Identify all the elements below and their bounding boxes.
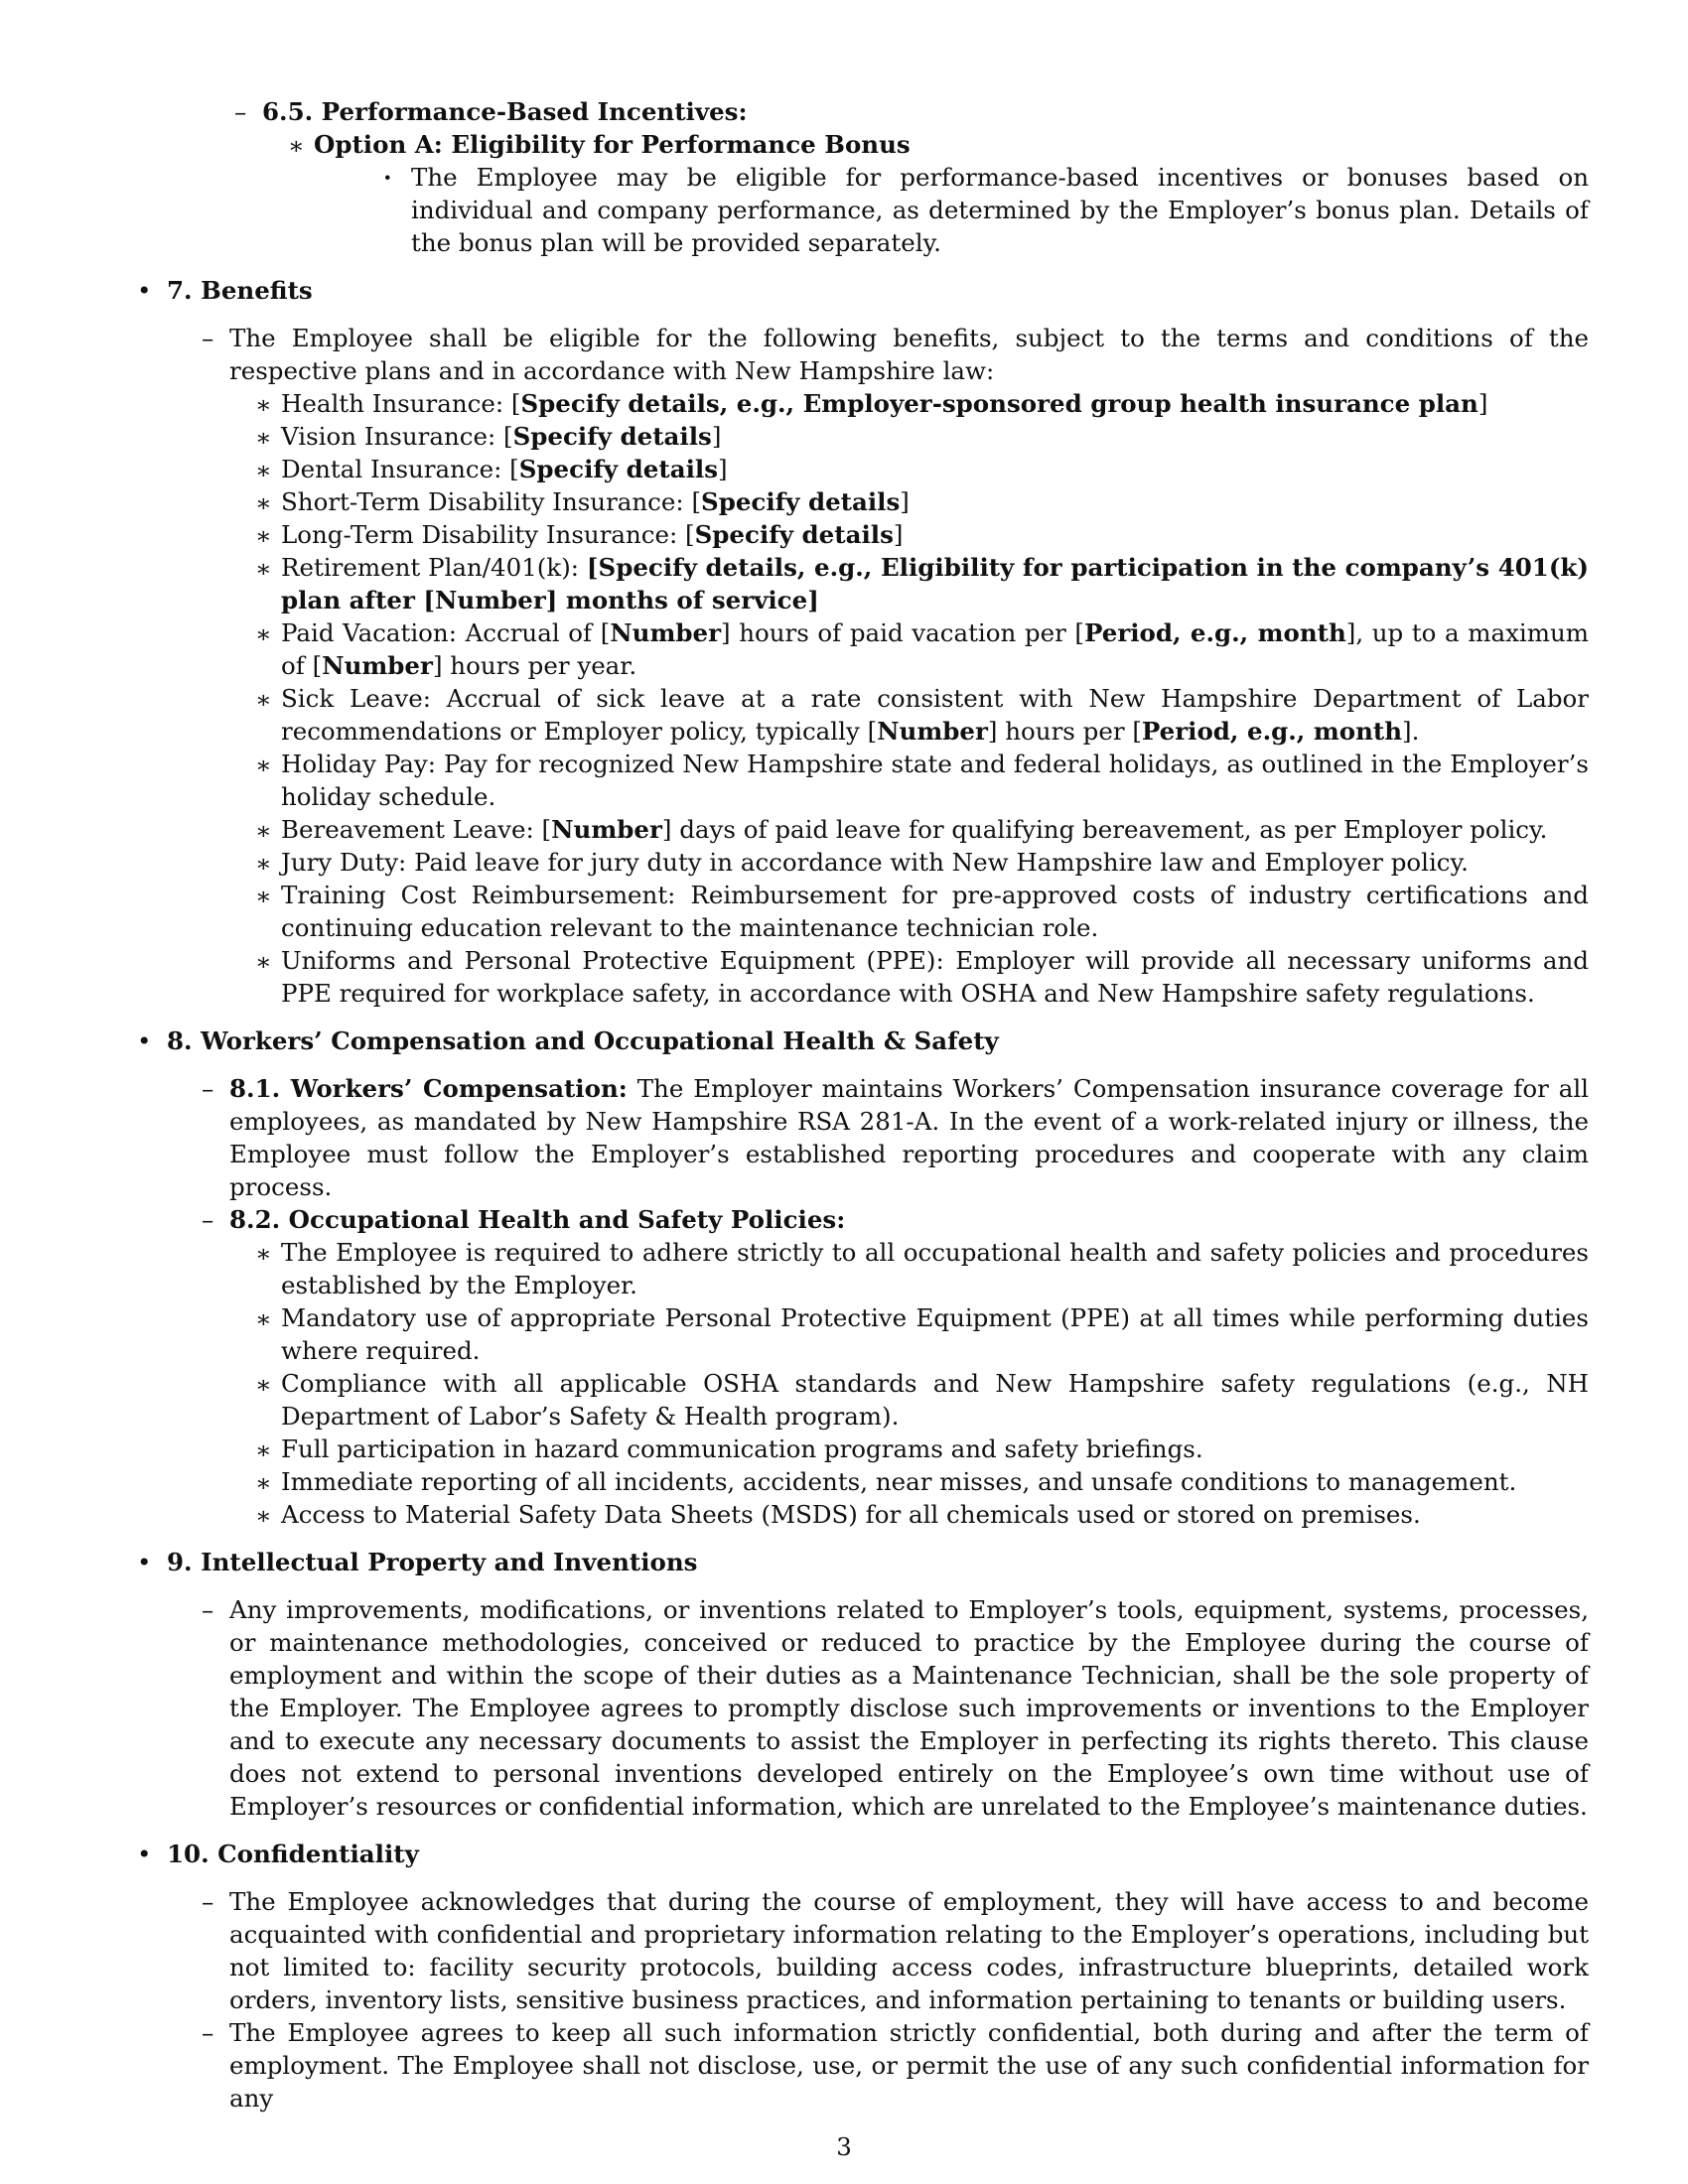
text: ], up to a maximum of [ [281,618,1589,680]
benefit-ltd-label: Long-Term Disability Insurance: [ [281,520,695,549]
benefit-health-label: Health Insurance: [ [281,389,521,418]
subsection-6-5-title: 6.5. Performance-Based Incentives: [262,97,748,126]
bracket: ] [711,422,722,451]
bracket: ] [807,586,819,614]
benefit-sick [229,682,1589,748]
benefit-dental-detail: Specify details [518,455,718,483]
placeholder-number: Number [877,717,988,746]
benefit-std-label: Short-Term Disability Insurance: [ [281,487,701,516]
bracket: ] [545,586,566,614]
benefit-retirement-detail-end: months of service [565,586,808,614]
subsection-6-5 [234,95,1589,259]
section-9 [134,1546,1589,1823]
subsection-8-1 [202,1072,1589,1203]
page-number: 3 [836,2132,852,2161]
bracket: ] [900,487,910,516]
benefits-intro [202,322,1589,1010]
placeholder-period: Period, e.g., month [1083,618,1346,647]
section-10-title: • 10. Confidentiality [167,1840,419,1868]
text: ] hours of paid vacation per [ [721,618,1084,647]
benefit-health [229,387,1589,420]
benefit-vision-detail: Specify details [512,422,712,451]
benefit-std [229,485,1589,518]
placeholder-number: Number [322,651,433,680]
placeholder-number: Number [435,586,546,614]
section-8-title: • 8. Workers’ Compensation and Occupational Health & Safety [167,1026,999,1055]
placeholder-number: Number [610,618,722,647]
subsection-8-1-title: 8.1. Workers’ Compensation: [229,1074,628,1103]
benefit-holiday: ∗ Holiday Pay: Pay for recognized New Hampshire state and federal holidays, as outlined in the Employer’s holiday schedule. [229,748,1589,813]
section-9-title: • 9. Intellectual Property and Inventions [167,1548,698,1576]
benefit-dental [229,453,1589,485]
confidentiality-p2: – The Employee agrees to keep all such information strictly confidential, both during and after the term of employment. The Employee shall not disclose, use, or permit the use of any such confidential information for any [202,2016,1589,2115]
section-10 [134,1838,1589,2115]
benefit-bereavement [229,813,1589,846]
bracket: [ [423,586,436,614]
benefit-retirement-label: Retirement Plan/401(k): [281,553,587,582]
bracket: ] [1477,389,1488,418]
benefit-dental-label: Dental Insurance: [ [281,455,519,483]
ip-clause: – Any improvements, modifications, or inventions related to Employer’s tools, equipment, systems, processes, or maintenance methodologies, conceived or reduced to practice by the Employee during the course of employment and within the scope of their duties as a Maintenance Technician, shall be the sole property of the Employer. The Employee agrees to promptly disclose such improvements or inventions to the Employer and to execute any necessary documents to assist the Employer in perfecting its rights thereto. This clause does not extend to personal inventions developed entirely on the Employee’s own time without use of Employer’s resources or confidential information, which are unrelated to the Employee’s maintenance duties. [202,1593,1589,1823]
benefit-vacation [229,616,1589,682]
text: Bereavement Leave: [ [281,815,552,844]
bracket: ] [718,455,728,483]
confidentiality-p1: – The Employee acknowledges that during the course of employment, they will have access to and become acquainted with confidential and proprietary information relating to the Employer’s operations, including but not limited to: facility security protocols, building access codes, infrastructure blueprints, detailed work orders, inventory lists, sensitive business practices, and information pertaining to tenants or building users. [202,1885,1589,2016]
placeholder-period: Period, e.g., month [1141,717,1403,746]
text: ] days of paid leave for qualifying bereavement, as per Employer policy. [661,815,1548,844]
safety-item: ∗ Full participation in hazard communication programs and safety briefings. [229,1433,1589,1465]
text: Sick Leave: Accrual of sick leave at a rate consistent with New Hampshire Department of Labor recommendations or Employer policy, typically [ [281,684,1589,746]
benefit-uniforms: ∗ Uniforms and Personal Protective Equipment (PPE): Employer will provide all necessary uniforms and PPE required for workplace safety, in accordance with OSHA and New Hampshire safety regulations. [229,944,1589,1010]
benefits-intro-text: The Employee shall be eligible for the following benefits, subject to the terms and conditions of the respective plans and in accordance with New Hampshire law: [229,324,1589,385]
benefit-health-detail: Specify details, e.g., Employer-sponsored group health insurance plan [520,389,1478,418]
safety-item: ∗ Access to Material Safety Data Sheets (MSDS) for all chemicals used or stored on premises. [229,1498,1589,1531]
safety-item: ∗ Immediate reporting of all incidents, accidents, near misses, and unsafe conditions to management. [229,1465,1589,1498]
bracket: ] [893,520,904,549]
benefit-vision [229,420,1589,453]
benefit-retirement-detail: [Specify details, e.g., Eligibility for participation in the company’s 401(k) plan after [281,553,1590,614]
document-page [134,95,1589,2115]
safety-item: ∗ Mandatory use of appropriate Personal Protective Equipment (PPE) at all times while performing duties where required. [229,1301,1589,1367]
placeholder-number: Number [551,815,662,844]
benefit-ltd-detail: Specify details [694,520,894,549]
text: ] hours per [ [987,717,1142,746]
benefit-jury: ∗ Jury Duty: Paid leave for jury duty in accordance with New Hampshire law and Employer policy. [229,846,1589,879]
section-7-title: • 7. Benefits [167,276,313,305]
section-8 [134,1024,1589,1531]
benefit-ltd [229,518,1589,551]
subsection-8-2 [202,1203,1589,1531]
benefit-training: ∗ Training Cost Reimbursement: Reimbursement for pre-approved costs of industry certifications and continuing education relevant to the maintenance technician role. [229,879,1589,944]
text: ] hours per year. [432,651,637,680]
section-7 [134,274,1589,1010]
safety-item: ∗ The Employee is required to adhere strictly to all occupational health and safety policies and procedures established by the Employer. [229,1236,1589,1301]
benefit-vision-label: Vision Insurance: [ [281,422,513,451]
option-a-title: Option A: Eligibility for Performance Bonus [314,130,911,159]
subsection-8-2-title: 8.2. Occupational Health and Safety Policies: [229,1205,846,1234]
text: ]. [1402,717,1420,746]
safety-item: ∗ Compliance with all applicable OSHA standards and New Hampshire safety regulations (e.g., NH Department of Labor’s Safety & Health program). [229,1367,1589,1433]
benefit-std-detail: Specify details [701,487,901,516]
benefit-retirement [229,551,1589,616]
option-a-text: · The Employee may be eligible for performance-based incentives or bonuses based on individual and company performance, as determined by the Employer’s bonus plan. Details of the bonus plan will be provided separately. [359,161,1589,259]
subsection-8-1-text: The Employer maintains Workers’ Compensation insurance coverage for all employees, as mandated by New Hampshire RSA 281-A. In the event of a work-related injury or illness, the Employee must follow the Employer’s established reporting procedures and cooperate with any claim process. [229,1074,1589,1201]
option-a [262,128,1589,259]
text: Paid Vacation: Accrual of [ [281,618,611,647]
section-6-5 [234,95,1589,259]
